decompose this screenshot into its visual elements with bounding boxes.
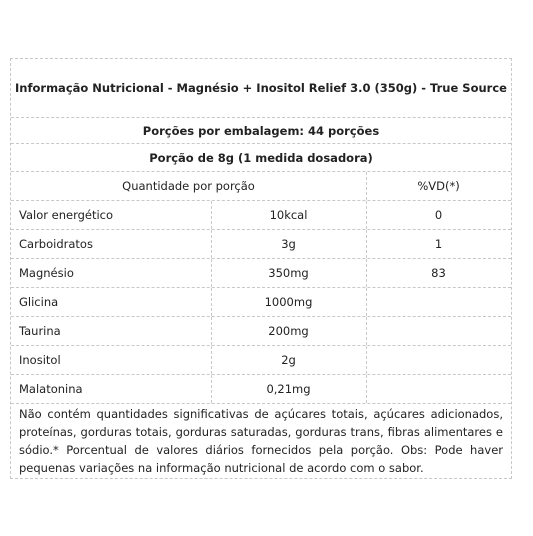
header-quantity: Quantidade por porção — [122, 179, 255, 193]
nutrient-vd: 0 — [434, 208, 443, 222]
header-vd: %VD(*) — [417, 179, 460, 193]
portions-row — [11, 118, 511, 144]
nutrient-quantity: 2g — [281, 353, 296, 367]
table-row — [11, 288, 511, 317]
nutrient-quantity: 1000mg — [264, 295, 313, 309]
table-title: Informação Nutricional - Magnésio + Inositol Relief 3.0 (350g) - True Source — [15, 81, 507, 95]
nutrient-vd: 1 — [434, 237, 443, 251]
table-row — [11, 346, 511, 375]
nutrient-name: Valor energético — [19, 208, 114, 222]
table-row — [11, 230, 511, 259]
nutrient-vd: 83 — [431, 266, 446, 280]
nutrient-vd — [366, 346, 511, 374]
portion-size-row — [11, 144, 511, 172]
nutrient-vd — [366, 317, 511, 345]
nutrient-vd — [366, 288, 511, 316]
nutrient-quantity: 200mg — [268, 324, 309, 338]
footnote: Não contém quantidades significativas de açúcares totais, açúcares adicionados, proteínas, gorduras totais, gorduras saturadas, gorduras trans, fibras alimentares e sódio.* Porcentual de valores diários fornecidos pela porção. Obs: Pode haver pequenas variações na informação nutricional de acordo com o sabor. — [19, 407, 503, 475]
nutrient-quantity: 10kcal — [269, 208, 308, 222]
portion-size: Porção de 8g (1 medida dosadora) — [149, 150, 373, 165]
nutrient-quantity: 350mg — [268, 266, 309, 280]
portions-per-package: Porções por embalagem: 44 porções — [142, 123, 380, 138]
table-row — [11, 259, 511, 288]
nutrition-table — [10, 58, 512, 479]
title-row — [11, 59, 511, 118]
table-header-row — [11, 172, 511, 201]
nutrient-name: Inositol — [19, 353, 61, 367]
nutrient-name: Carboidratos — [19, 237, 93, 251]
nutrient-quantity: 3g — [281, 237, 296, 251]
table-row — [11, 375, 511, 404]
nutrient-vd — [366, 375, 511, 403]
table-row — [11, 317, 511, 346]
nutrient-name: Malatonina — [19, 382, 83, 396]
nutrient-name: Glicina — [19, 295, 59, 309]
nutrient-quantity: 0,21mg — [266, 382, 311, 396]
nutrient-name: Magnésio — [19, 266, 74, 280]
table-row — [11, 201, 511, 230]
nutrient-name: Taurina — [19, 324, 61, 338]
